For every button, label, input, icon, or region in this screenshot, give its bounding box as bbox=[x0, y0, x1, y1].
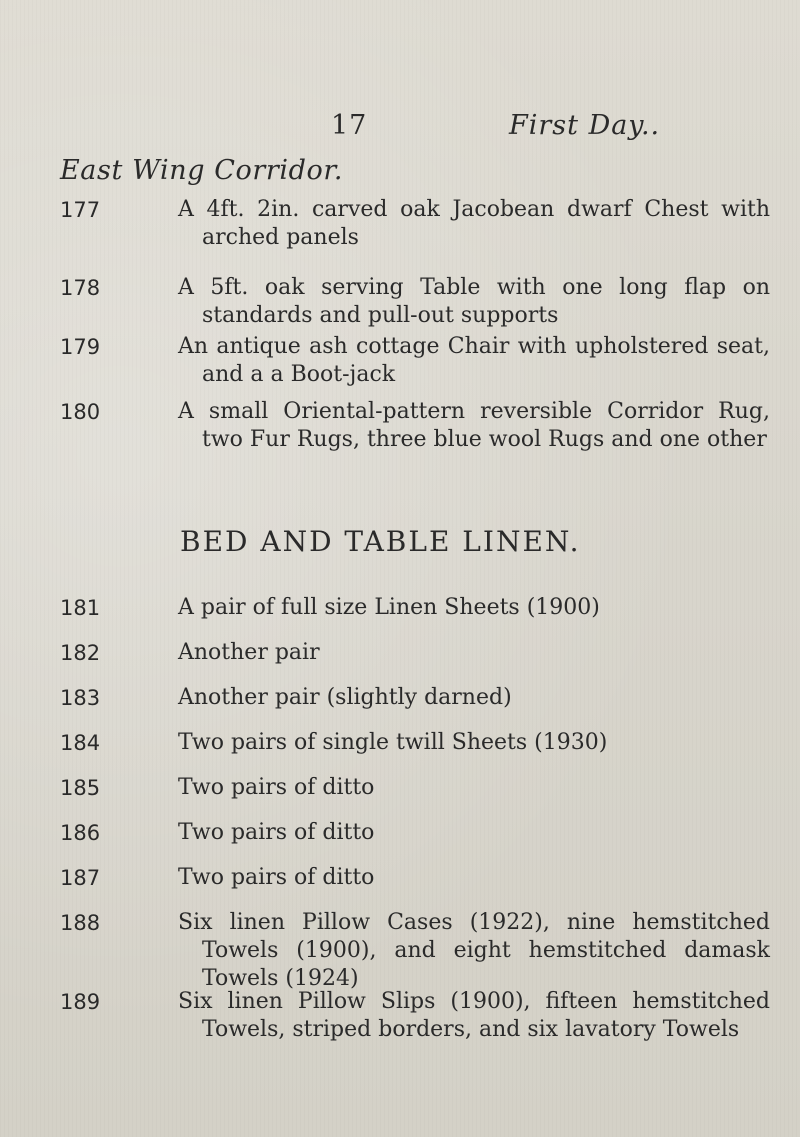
lot-number: 187 bbox=[60, 866, 101, 890]
lot-description: An antique ash cottage Chair with upholstered seat, and a a Boot-jack bbox=[178, 334, 770, 387]
lot-description: A pair of full size Linen Sheets (1900) bbox=[178, 595, 600, 620]
lot-number: 189 bbox=[60, 990, 101, 1014]
lot-number: 188 bbox=[60, 911, 101, 935]
lot-description: A small Oriental-pattern reversible Corridor Rug, two Fur Rugs, three blue wool Rugs and one other bbox=[178, 399, 770, 452]
lot-number: 178 bbox=[60, 276, 101, 300]
lot-description: Two pairs of ditto bbox=[178, 775, 375, 800]
page-header bbox=[0, 100, 800, 150]
lot-180 bbox=[60, 398, 780, 454]
lot-183 bbox=[60, 684, 780, 712]
lot-188 bbox=[60, 909, 780, 993]
lot-number: 180 bbox=[60, 400, 101, 424]
lot-178 bbox=[60, 274, 780, 330]
lot-number: 177 bbox=[60, 198, 101, 222]
lot-description: Two pairs of single twill Sheets (1930) bbox=[178, 730, 608, 755]
lot-number: 186 bbox=[60, 821, 101, 845]
lot-description: Two pairs of ditto bbox=[178, 820, 375, 845]
lot-number: 183 bbox=[60, 686, 101, 710]
lot-181 bbox=[60, 594, 780, 622]
lot-number: 179 bbox=[60, 335, 101, 359]
lot-description: Six linen Pillow Slips (1900), fifteen hemstitched Towels, striped borders, and six lavatory Towels bbox=[178, 989, 770, 1042]
lot-185 bbox=[60, 774, 780, 802]
lot-description: A 4ft. 2in. carved oak Jacobean dwarf Chest with arched panels bbox=[178, 197, 770, 250]
lot-184 bbox=[60, 729, 780, 757]
lot-number: 182 bbox=[60, 641, 101, 665]
lot-187 bbox=[60, 864, 780, 892]
lot-189 bbox=[60, 988, 780, 1044]
lot-number: 181 bbox=[60, 596, 101, 620]
lot-182 bbox=[60, 639, 780, 667]
lot-177 bbox=[60, 196, 780, 252]
day-title: First Day.. bbox=[509, 110, 661, 141]
lot-description: Six linen Pillow Cases (1922), nine hemstitched Towels (1900), and eight hemstitched damask Towels (1924) bbox=[178, 910, 770, 991]
lot-179 bbox=[60, 333, 780, 389]
linen-section-heading: BED AND TABLE LINEN. bbox=[180, 525, 581, 558]
lot-number: 185 bbox=[60, 776, 101, 800]
lot-description: Two pairs of ditto bbox=[178, 865, 375, 890]
lot-description: Another pair (slightly darned) bbox=[178, 685, 512, 710]
lot-number: 184 bbox=[60, 731, 101, 755]
page-number: 17 bbox=[331, 110, 368, 141]
section-title: East Wing Corridor. bbox=[60, 155, 344, 186]
lot-description: Another pair bbox=[178, 640, 320, 665]
lot-description: A 5ft. oak serving Table with one long flap on standards and pull-out supports bbox=[178, 275, 770, 328]
lot-186 bbox=[60, 819, 780, 847]
